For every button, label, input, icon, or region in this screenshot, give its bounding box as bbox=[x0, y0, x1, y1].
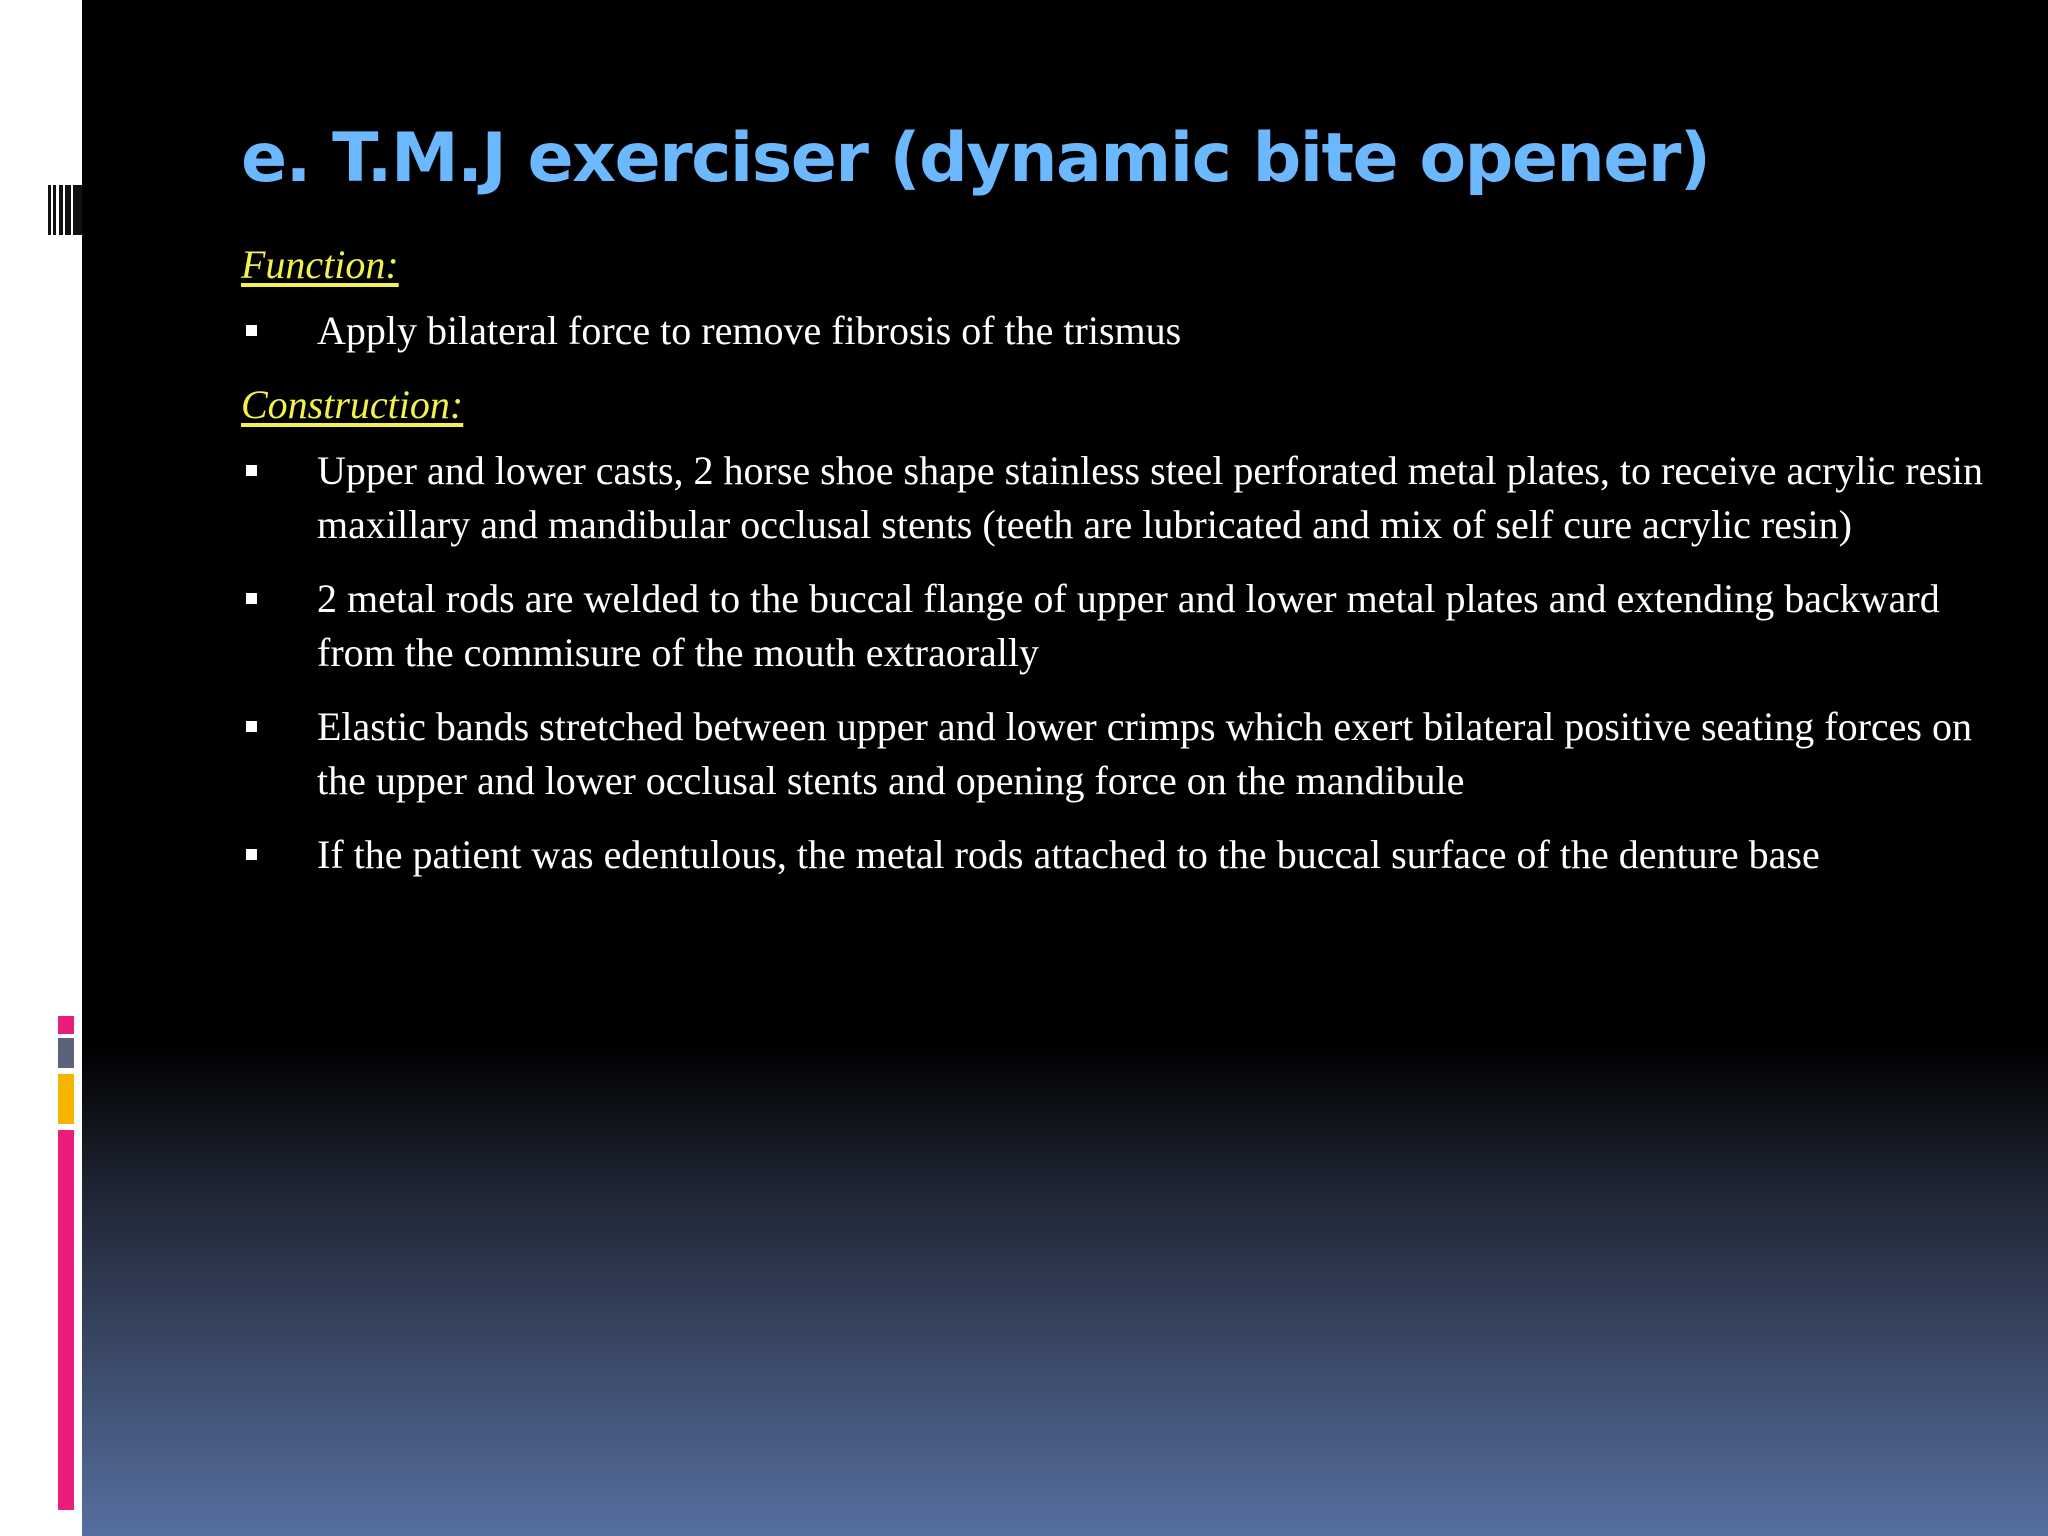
accent-bar-slate bbox=[58, 1038, 74, 1068]
section-label-function: Function: bbox=[241, 242, 399, 287]
square-bullet-icon bbox=[246, 593, 257, 604]
slide-title: e. T.M.J exerciser (dynamic bite opener) bbox=[241, 119, 1710, 198]
accent-bar-amber bbox=[58, 1074, 74, 1124]
square-bullet-icon bbox=[246, 465, 257, 476]
square-bullet-icon bbox=[246, 849, 257, 860]
list-item bbox=[241, 700, 2001, 808]
slide-content bbox=[241, 238, 2001, 902]
list-item bbox=[241, 444, 2001, 552]
square-bullet-icon bbox=[246, 325, 257, 336]
bullet-text: Elastic bands stretched between upper and lower crimps which exert bilateral positive seating forces on the upper and lower occlusal stents and opening force on the mandibule bbox=[317, 704, 1972, 803]
slide bbox=[82, 0, 2048, 1536]
list-item bbox=[241, 572, 2001, 680]
accent-bar-pink-long bbox=[58, 1130, 74, 1510]
bullet-text: 2 metal rods are welded to the buccal flange of upper and lower metal plates and extending backward from the commisure of the mouth extraorally bbox=[317, 576, 1940, 675]
bullet-text: Apply bilateral force to remove fibrosis of the trismus bbox=[317, 308, 1182, 353]
bullet-text: If the patient was edentulous, the metal rods attached to the buccal surface of the denture base bbox=[317, 832, 1820, 877]
accent-color-bars bbox=[58, 1016, 74, 1510]
list-item bbox=[241, 828, 2001, 882]
accent-bar-pink-small bbox=[58, 1016, 74, 1034]
section-label-construction: Construction: bbox=[241, 382, 464, 427]
left-margin-strip bbox=[0, 0, 82, 1536]
construction-bullet-list bbox=[241, 444, 2001, 882]
function-bullet-list bbox=[241, 304, 2001, 358]
list-item bbox=[241, 304, 2001, 358]
square-bullet-icon bbox=[246, 721, 257, 732]
decorative-lines-icon bbox=[48, 185, 82, 235]
bullet-text: Upper and lower casts, 2 horse shoe shape stainless steel perforated metal plates, to receive acrylic resin maxillary and mandibular occlusal stents (teeth are lubricated and mix of self cure acrylic resin) bbox=[317, 448, 1984, 547]
